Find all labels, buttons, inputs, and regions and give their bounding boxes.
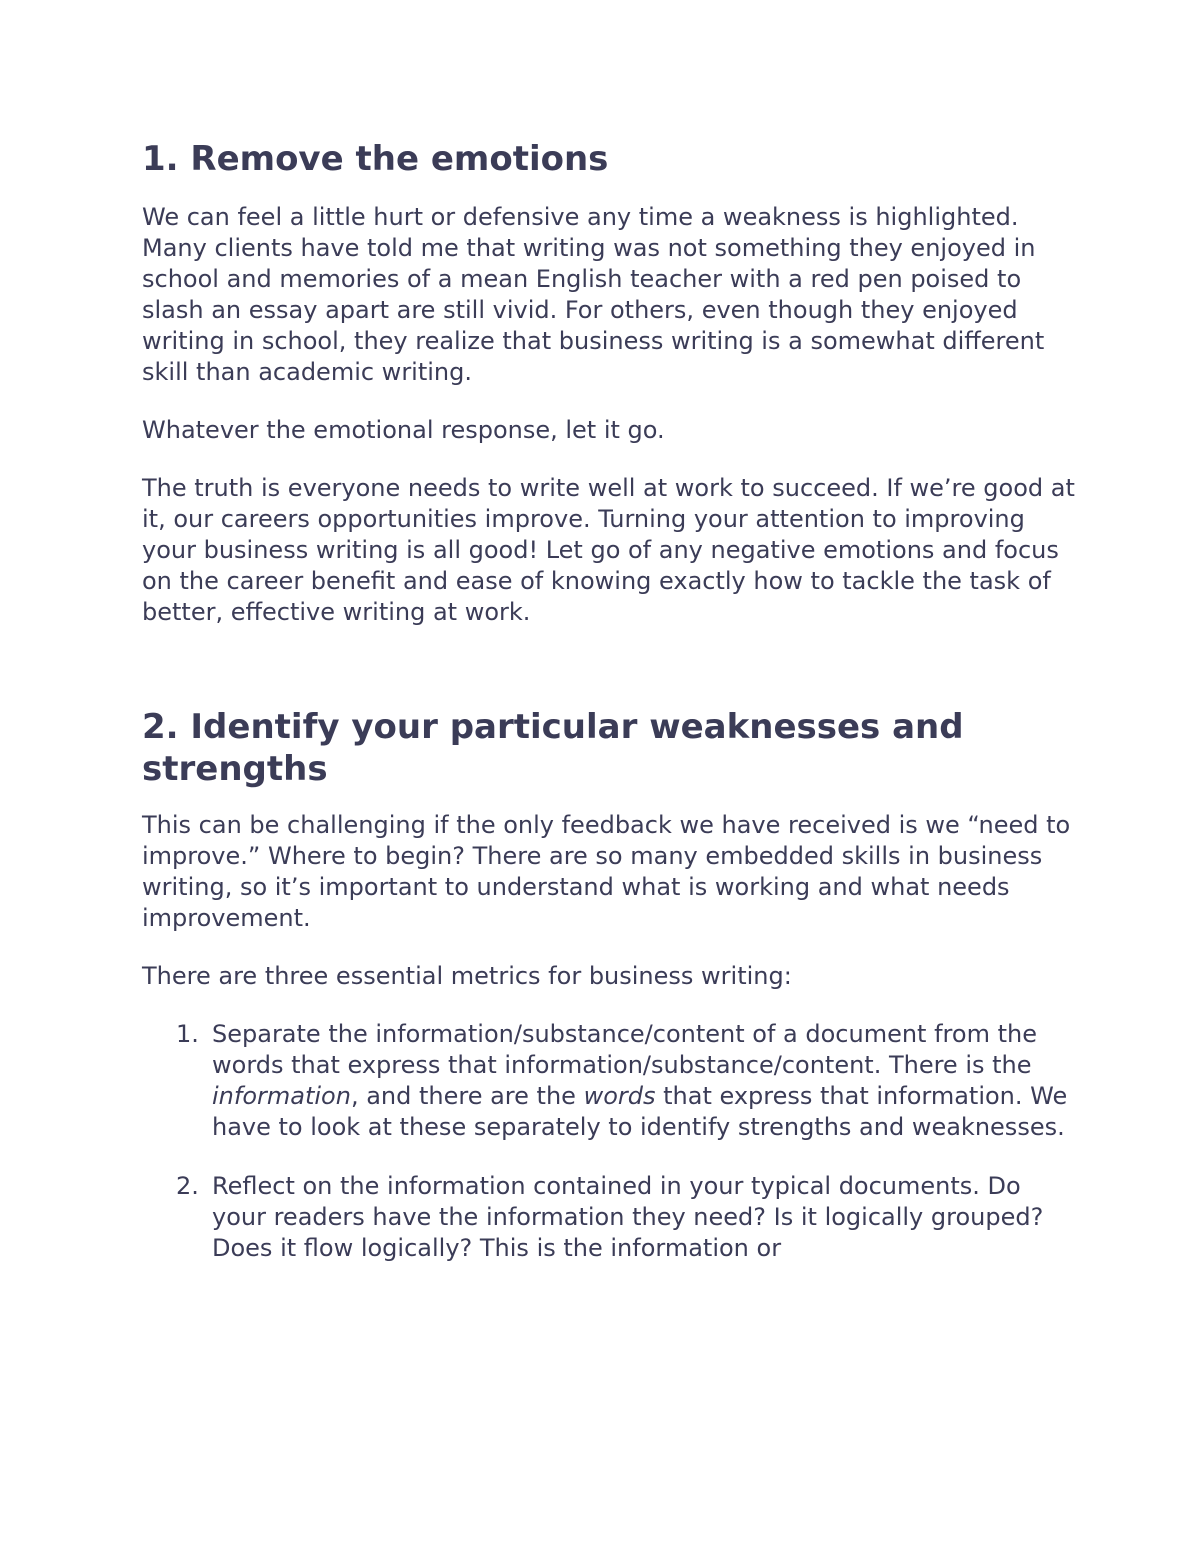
list-item [142,1171,1082,1264]
list-item [142,1019,1082,1143]
list-item-text-part: that express that information. We have to look at these separately to identify strengths and weaknesses. [212,1082,1068,1141]
section-2-paragraph-2: There are three essential metrics for business writing: [142,962,792,990]
section-1-heading: 1. Remove the emotions [142,139,609,179]
list-item-number: 1. [176,1020,199,1048]
list-item-text: Reflect on the information contained in your typical documents. Do your readers have the information they need? Is it logically grouped? Does it flow logically? This is the information or [212,1172,1044,1262]
section-2-heading: 2. Identify your particular weaknesses and strengths [142,707,964,789]
list-item-number: 2. [176,1172,199,1200]
list-item-emphasis: information [212,1082,351,1110]
metrics-list [142,1019,1082,1264]
section-1-paragraph-2: Whatever the emotional response, let it go. [142,416,665,444]
list-item-text [212,1020,1067,1141]
section-1-paragraph-1: We can feel a little hurt or defensive any time a weakness is highlighted. Many clients have told me that writing was not something they enjoyed in school and memories of a mean English teacher with a red pen poised to slash an essay apart are still vivid. For others, even though they enjoyed writing in school, they realize that business writing is a somewhat different skill than academic writing. [142,203,1045,386]
list-item-text-part: , and there are the [350,1082,584,1110]
list-item-emphasis: words [583,1082,656,1110]
section-2-paragraph-1: This can be challenging if the only feedback we have received is we “need to improve.” Where to begin? There are so many embedded skills in business writing, so it’s important to understand what is working and what needs improvement. [142,811,1071,932]
document-page [142,138,1082,1264]
list-item-text-part: Separate the information/substance/content of a document from the words that express that information/substance/content. There is the [212,1020,1037,1079]
section-1-paragraph-3: The truth is everyone needs to write well at work to succeed. If we’re good at it, our careers opportunities improve. Turning your attention to improving your business writing is all good! Let go of any negative emotions and focus on the career benefit and ease of knowing exactly how to tackle the task of better, effective writing at work. [142,474,1075,626]
